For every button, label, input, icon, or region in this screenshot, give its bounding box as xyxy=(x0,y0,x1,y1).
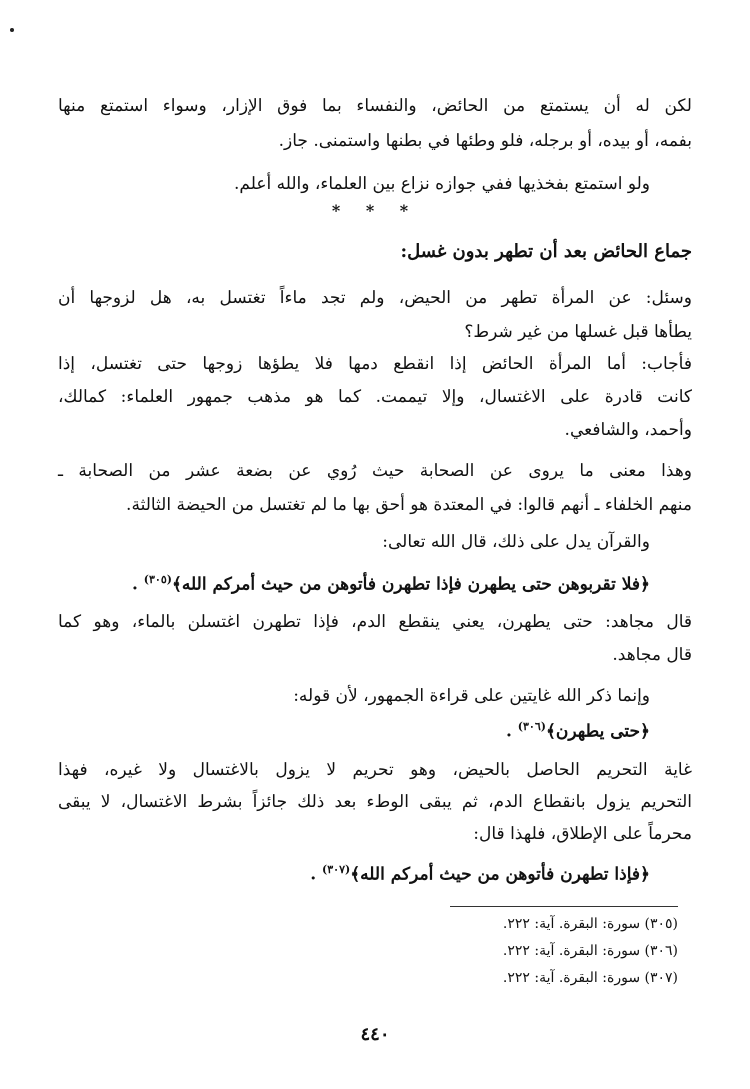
text-line: والقرآن يدل على ذلك، قال الله تعالى: xyxy=(382,532,650,552)
text-line: وإنما ذكر الله غايتين على قراءة الجمهور، لأن قوله: xyxy=(293,686,650,706)
quran-verse: ﴿فإذا تطهرن فأتوهن من حيث أمركم الله﴾$^{(٣٠٧)}$ . xyxy=(310,863,650,885)
text-line: التحريم يزول بانقطاع الدم، ثم يبقى الوطء بعد ذلك جائزاً بشرط الاغتسال، لا يبقى xyxy=(58,792,692,812)
text-line: وسئل: عن المرأة تطهر من الحيض، ولم تجد ماءاً تغتسل به، هل لزوجها أن xyxy=(58,288,692,308)
verse-text: ﴿حتى يطهرن﴾ xyxy=(545,721,650,742)
verse-text: ﴿فإذا تطهرن فأتوهن من حيث أمركم الله﴾ xyxy=(350,864,650,885)
text-line: فأجاب: أما المرأة الحائض إذا انقطع دمها فلا يطؤها زوجها حتى تغتسل، إذا xyxy=(58,354,692,374)
text-line: وهذا معنى ما يروى عن الصحابة حيث رُوي عن بضعة عشر من الصحابة ـ xyxy=(58,461,692,481)
text-line: غاية التحريم الحاصل بالحيض، وهو تحريم لا يزول بالاغتسال ولا غيره، فهذا xyxy=(58,760,692,780)
footnote: (٣٠٦) سورة: البقرة. آية: ٢٢٢. xyxy=(502,943,678,959)
text-line: وأحمد، والشافعي. xyxy=(564,420,692,440)
text-line: كانت قادرة على الاغتسال، وإلا تيممت. كما هو مذهب جمهور العلماء: كمالك، xyxy=(58,387,692,407)
quran-verse: ﴿فلا تقربوهن حتى يطهرن فإذا تطهرن فأتوهن من حيث أمركم الله﴾$^{(٣٠٥)}$ . xyxy=(131,573,650,595)
footnote-ref: (٣٠٥) xyxy=(143,573,172,586)
footnote: (٣٠٥) سورة: البقرة. آية: ٢٢٢. xyxy=(502,916,678,932)
text-line: محرماً على الإطلاق، فلهذا قال: xyxy=(473,824,692,844)
text-line: لكن له أن يستمتع من الحائض، والنفساء بما فوق الإزار، وسواء استمتع منها xyxy=(58,96,692,116)
section-separator: * * * xyxy=(331,201,419,220)
quran-verse: ﴿حتى يطهرن﴾$^{(٣٠٦)}$ . xyxy=(505,720,650,742)
verse-text: ﴿فلا تقربوهن حتى يطهرن فإذا تطهرن فأتوهن من حيث أمركم الله﴾ xyxy=(171,574,650,595)
section-heading: جماع الحائض بعد أن تطهر بدون غسل: xyxy=(400,241,692,262)
text-line: قال مجاهد. xyxy=(612,645,692,665)
footnote-divider xyxy=(450,906,678,907)
page-number: ٤٤٠ xyxy=(360,1024,390,1045)
text-line: منهم الخلفاء ـ أنهم قالوا: في المعتدة هو أحق بها ما لم تغتسل من الحيضة الثالثة. xyxy=(126,495,692,515)
footnote-ref: (٣٠٧) xyxy=(322,863,351,876)
margin-dot xyxy=(10,28,14,32)
text-line: ولو استمتع بفخذيها ففي جوازه نزاع بين العلماء، والله أعلم. xyxy=(234,174,650,194)
text-line: بفمه، أو بيده، أو برجله، فلو وطئها في بطنها واستمنى. جاز. xyxy=(278,131,692,151)
footnote: (٣٠٧) سورة: البقرة. آية: ٢٢٢. xyxy=(502,970,678,986)
footnote-ref: (٣٠٦) xyxy=(517,720,546,733)
text-line: قال مجاهد: حتى يطهرن، يعني ينقطع الدم، فإذا تطهرن اغتسلن بالماء، وهو كما xyxy=(58,612,692,632)
text-line: يطأها قبل غسلها من غير شرط؟ xyxy=(464,322,692,342)
